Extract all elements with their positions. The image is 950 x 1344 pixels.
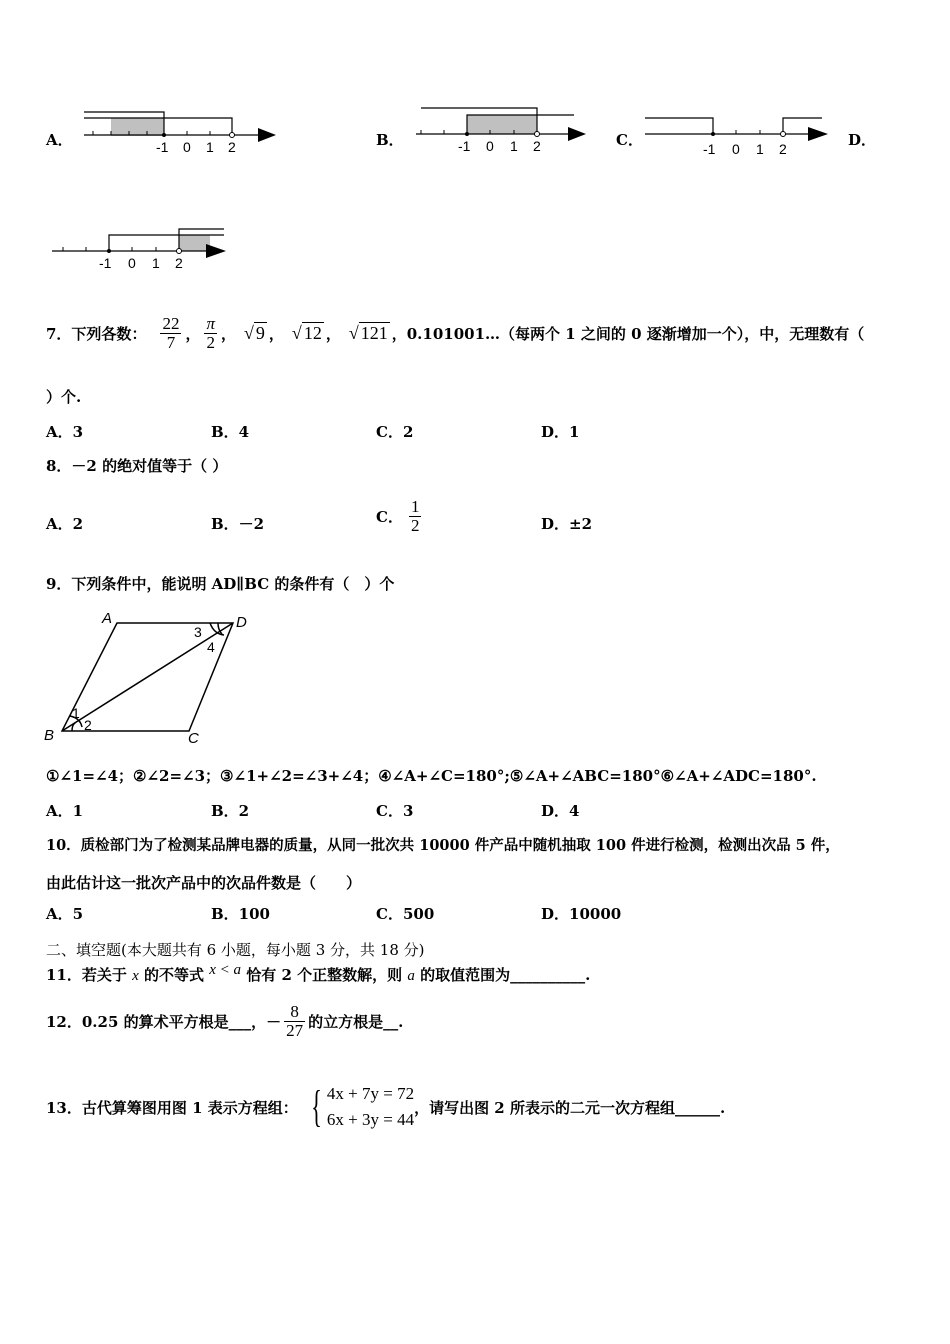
q8-option-a: A．2 <box>46 515 84 533</box>
q12-pre: 12．0.25 的算术平方根是___，－ <box>46 1012 282 1031</box>
angle-label-3: 3 <box>194 624 202 640</box>
option-c-label: C． <box>616 131 643 149</box>
vertex-label-b: B <box>44 727 55 744</box>
radicand: 12 <box>303 322 322 343</box>
question-7-stem <box>46 300 864 366</box>
question-10-line1: 10．质检部门为了检测某品牌电器的质量，从同一批次共 10000 件产品中随机抽取 100 件进行检测，检测出次品 5 件， <box>46 837 840 854</box>
fraction-1-2 <box>409 498 422 535</box>
vertex-label-a: A <box>102 610 113 627</box>
q13-pre: 13．古代算筹图用图 1 表示方程组： <box>46 1098 298 1117</box>
question-13 <box>46 1078 725 1136</box>
equations <box>327 1081 414 1134</box>
q10-option-c: C．500 <box>376 905 435 923</box>
question-10-line2: 由此估计这一批次产品中的次品件数是（ ） <box>46 874 362 892</box>
tick-label: 0 <box>128 255 136 271</box>
equation-1: 4x + 7y = 72 <box>326 1083 415 1103</box>
tick-label: 2 <box>779 141 787 157</box>
option-a-label: A． <box>46 131 73 149</box>
left-brace: { <box>311 1082 322 1131</box>
fraction-numerator: 8 <box>290 1001 299 1021</box>
q9-conditions: ①∠1=∠4；②∠2=∠3；③∠1+∠2=∠3+∠4；④∠A+∠C=180°;⑤∠A+∠ABC=180°⑥∠A+∠ADC=180°. <box>46 767 817 785</box>
separator: ， <box>221 324 237 343</box>
separator: ， <box>325 324 341 343</box>
angle-label-2: 2 <box>84 717 92 733</box>
separator: ， <box>268 324 284 343</box>
tick-label: -1 <box>99 255 112 271</box>
fraction-numerator: π <box>206 313 215 333</box>
number-line-d <box>48 222 238 274</box>
q10-option-d: D．10000 <box>541 905 622 923</box>
separator: ， <box>185 324 201 343</box>
fraction-denominator: 2 <box>204 333 217 352</box>
shaded-region <box>179 235 210 251</box>
q10-option-a: A．5 <box>46 905 84 923</box>
section-2-title: 二、填空题(本大题共有 6 小题，每小题 3 分，共 18 分) <box>46 941 425 959</box>
q8-option-b: B．－2 <box>211 515 265 533</box>
arrow-head <box>808 127 828 141</box>
angle-label-4: 4 <box>207 639 215 655</box>
sqrt-12: √ 12 <box>291 322 322 343</box>
var-x: x <box>132 968 139 984</box>
q7-option-a: A．3 <box>46 423 84 441</box>
tick-label: 1 <box>206 139 214 155</box>
fraction-numerator: 1 <box>410 496 420 516</box>
equation-2: 6x + 3y = 44 <box>326 1110 415 1129</box>
question-9-stem: 9．下列条件中，能说明 AD∥BC 的条件有（ ）个 <box>46 575 395 593</box>
number-line-b <box>412 100 592 160</box>
tick-label: 1 <box>510 138 518 154</box>
fraction-denominator: 27 <box>286 1020 304 1040</box>
q8-option-d: D．±2 <box>541 515 593 533</box>
fraction-8-27 <box>284 1003 305 1040</box>
q10-option-b: B．100 <box>211 905 270 923</box>
radicand: 9 <box>255 322 265 343</box>
vertex-label-d: D <box>236 614 247 631</box>
tick-label: -1 <box>156 139 169 155</box>
parallelogram-figure <box>40 608 260 750</box>
sqrt-121: √ 121 <box>348 322 388 343</box>
q9-option-c: C．3 <box>376 802 414 820</box>
q7-option-b: B．4 <box>211 423 250 441</box>
q9-option-b: B．2 <box>211 802 250 820</box>
q11-end: 的取值范围为__________. <box>414 966 591 984</box>
q7-prefix: 7．下列各数： <box>46 324 147 343</box>
q7-tail: ，0.101001…（每两个 1 之间的 0 逐渐增加一个），中，无理数有（ <box>391 324 865 343</box>
tick-label: 0 <box>732 141 740 157</box>
fraction-numerator: 22 <box>162 313 180 333</box>
q11-post: 恰有 2 个正整数解，则 <box>241 966 408 984</box>
tick-label: 2 <box>228 139 236 155</box>
equation-system <box>306 1081 414 1134</box>
q11-mid: 的不等式 <box>138 966 210 984</box>
option-d-label: D． <box>848 131 877 149</box>
inequality-x-lt-a: x < a <box>209 962 242 978</box>
tick-label: 1 <box>756 141 764 157</box>
tick-label: -1 <box>703 141 716 157</box>
sqrt-9: √ 9 <box>244 322 265 343</box>
shaded-region <box>111 118 164 136</box>
fraction-22-7 <box>160 315 181 352</box>
option-b-label: B． <box>376 131 404 149</box>
fraction-denominator: 7 <box>160 333 181 352</box>
q8-option-c-label: C． <box>376 507 403 526</box>
tick-label: 2 <box>533 138 541 154</box>
q9-option-a: A．1 <box>46 802 84 820</box>
q11-pre: 11．若关于 <box>46 966 133 984</box>
q12-post: 的立方根是__. <box>308 1012 404 1031</box>
question-11 <box>46 964 590 985</box>
question-12 <box>46 995 403 1047</box>
arrow-head <box>568 127 586 141</box>
question-8-stem: 8．－2 的绝对值等于（ ） <box>46 457 228 475</box>
q7-tail-line: ）个. <box>46 388 82 406</box>
arrow-head <box>258 128 276 142</box>
q7-option-c: C．2 <box>376 423 414 441</box>
radicand: 121 <box>360 322 388 343</box>
arrow-head <box>206 244 226 258</box>
fraction-pi-2 <box>204 315 217 352</box>
angle-label-1: 1 <box>72 705 80 721</box>
q13-post: ，请写出图 2 所表示的二元一次方程组______. <box>414 1098 726 1117</box>
tick-label: 2 <box>175 255 183 271</box>
shaded-region <box>467 115 537 134</box>
q9-option-d: D．4 <box>541 802 580 820</box>
tick-label: 0 <box>486 138 494 154</box>
q7-option-d: D．1 <box>541 423 580 441</box>
fraction-denominator: 2 <box>410 515 420 535</box>
vertex-label-c: C <box>188 730 199 747</box>
tick-label: -1 <box>458 138 471 154</box>
number-line-a <box>80 104 280 160</box>
tick-label: 1 <box>152 255 160 271</box>
var-a: a <box>407 968 415 984</box>
tick-label: 0 <box>183 139 191 155</box>
q8-option-c <box>376 488 421 544</box>
number-line-c <box>640 106 840 162</box>
